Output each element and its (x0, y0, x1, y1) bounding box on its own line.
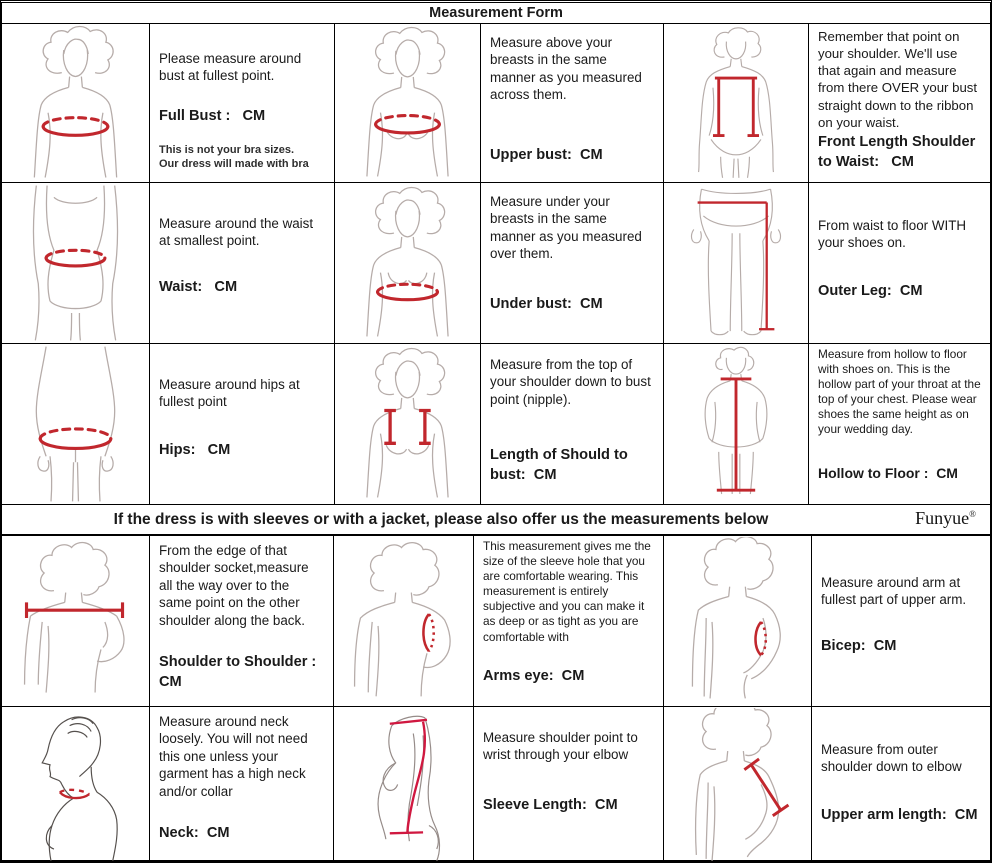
banner-text: If the dress is with sleeves or with a jacket, please also offer us the measurements below (113, 510, 769, 528)
waist-label: Waist: CM (159, 278, 238, 295)
front-length-illustration (665, 25, 807, 181)
arms-eye-figure-cell (334, 536, 474, 706)
upper-bust-label: Upper bust: CM (490, 146, 603, 163)
shoulder-to-bust-label: Length of Should to bust: CM (490, 447, 632, 483)
full-bust-text-cell (150, 24, 335, 182)
hips-label: Hips: CM (159, 441, 231, 458)
front-length-description: Remember that point on your shoulder. We'll use that again and measure from there OVER your bust straight down to the ribbon on your waist. (818, 29, 981, 130)
neck-label: Neck: CM (159, 825, 230, 842)
row-hips (2, 344, 990, 505)
shoulder-to-bust-illustration (336, 345, 479, 503)
bicep-illustration (665, 537, 810, 705)
row-bust (2, 24, 990, 183)
upper-bust-text-cell (481, 24, 664, 182)
under-bust-text-cell (481, 183, 664, 343)
full-bust-description: Please measure around bust at fullest point. (159, 51, 305, 84)
outer-leg-text-cell (809, 183, 990, 343)
hips-figure-cell (2, 344, 150, 504)
shoulder-to-shoulder-illustration (3, 537, 148, 705)
full-bust-label: Full Bust : CM (159, 107, 266, 124)
hips-text-cell (150, 344, 335, 504)
waist-figure-cell (2, 183, 150, 343)
upper-bust-illustration (336, 25, 479, 181)
arms-eye-label: Arms eye: CM (483, 667, 585, 684)
shoulder-to-shoulder-text-cell (150, 536, 334, 706)
shoulder-to-shoulder-figure-cell (2, 536, 150, 706)
hollow-to-floor-figure-cell (664, 344, 809, 504)
upper-bust-figure-cell (335, 24, 481, 182)
neck-description: Measure around neck loosely. You will not need this one unless your garment has a high neck and/or collar (159, 714, 312, 799)
hollow-to-floor-description: Measure from hollow to floor with shoes on. This is the hollow part of your throat at the top of your chest. Please wear shoes the same height as on your wedding day. (818, 347, 984, 437)
full-bust-illustration (3, 25, 148, 181)
brand-logo: Funyue® (915, 508, 976, 528)
shoulder-to-bust-figure-cell (335, 344, 481, 504)
upper-arm-length-label: Upper arm length: CM (821, 806, 978, 823)
sleeve-length-figure-cell (334, 707, 474, 862)
under-bust-figure-cell (335, 183, 481, 343)
waist-text-cell (150, 183, 335, 343)
outer-leg-description: From waist to floor WITH your shoes on. (818, 218, 970, 251)
shoulder-to-bust-text-cell (481, 344, 664, 504)
hollow-to-floor-text-cell (809, 344, 990, 504)
hollow-to-floor-label: Hollow to Floor : CM (818, 464, 958, 481)
table-title: Measurement Form (2, 3, 990, 24)
waist-description: Measure around the waist at smallest point. (159, 216, 317, 249)
neck-text-cell (150, 707, 334, 862)
upper-arm-length-illustration (665, 708, 810, 861)
arms-eye-text-cell (474, 536, 664, 706)
hips-illustration (3, 345, 148, 503)
under-bust-illustration (336, 184, 479, 342)
hollow-to-floor-illustration (665, 345, 807, 503)
upper-bust-description: Measure above your breasts in the same manner as you measured across them. (490, 35, 646, 103)
sleeve-length-text-cell (474, 707, 664, 862)
bicep-text-cell (812, 536, 990, 706)
front-length-text-cell (809, 24, 990, 182)
upper-arm-length-figure-cell (664, 707, 812, 862)
under-bust-description: Measure under your breasts in the same manner as you measured over them. (490, 194, 646, 262)
under-bust-label: Under bust: CM (490, 295, 603, 312)
sleeve-length-label: Sleeve Length: CM (483, 796, 618, 813)
row-neck (2, 707, 990, 862)
upper-arm-length-description: Measure from outer shoulder down to elbow (821, 742, 962, 775)
sleeve-length-description: Measure shoulder point to wrist through your elbow (483, 730, 642, 763)
arms-eye-description: This measurement gives me the size of the sleeve hole that you are comfortable wearing. This measurement is entirely subjective and you can make it as deep or as tight as you are comfortable with (483, 539, 655, 644)
upper-arm-length-text-cell (812, 707, 990, 862)
shoulder-to-shoulder-description: From the edge of that shoulder socket,measure all the way over to the same point on the other shoulder along the back. (159, 543, 313, 628)
waist-illustration (3, 184, 148, 342)
full-bust-note: This is not your bra sizes. Our dress will made with bra (159, 143, 309, 171)
registered-mark: ® (969, 509, 976, 519)
front-length-figure-cell (664, 24, 809, 182)
sleeve-length-illustration (335, 708, 472, 861)
outer-leg-figure-cell (664, 183, 809, 343)
outer-leg-illustration (665, 184, 807, 342)
shoulder-to-bust-description: Measure from the top of your shoulder down to bust point (nipple). (490, 357, 655, 407)
bicep-figure-cell (664, 536, 812, 706)
bicep-description: Measure around arm at fullest part of upper arm. (821, 575, 967, 608)
row-waist (2, 183, 990, 344)
shoulder-to-shoulder-label: Shoulder to Shoulder : CM (159, 654, 321, 690)
arms-eye-illustration (335, 537, 472, 705)
sleeves-banner (2, 504, 990, 536)
hips-description: Measure around hips at fullest point (159, 377, 304, 410)
row-shoulder (2, 536, 990, 707)
outer-leg-label: Outer Leg: CM (818, 282, 923, 299)
front-length-label: Front Length Shoulder to Waist: CM (818, 133, 980, 170)
neck-illustration (3, 708, 148, 861)
neck-figure-cell (2, 707, 150, 862)
bicep-label: Bicep: CM (821, 637, 897, 654)
full-bust-figure-cell (2, 24, 150, 182)
